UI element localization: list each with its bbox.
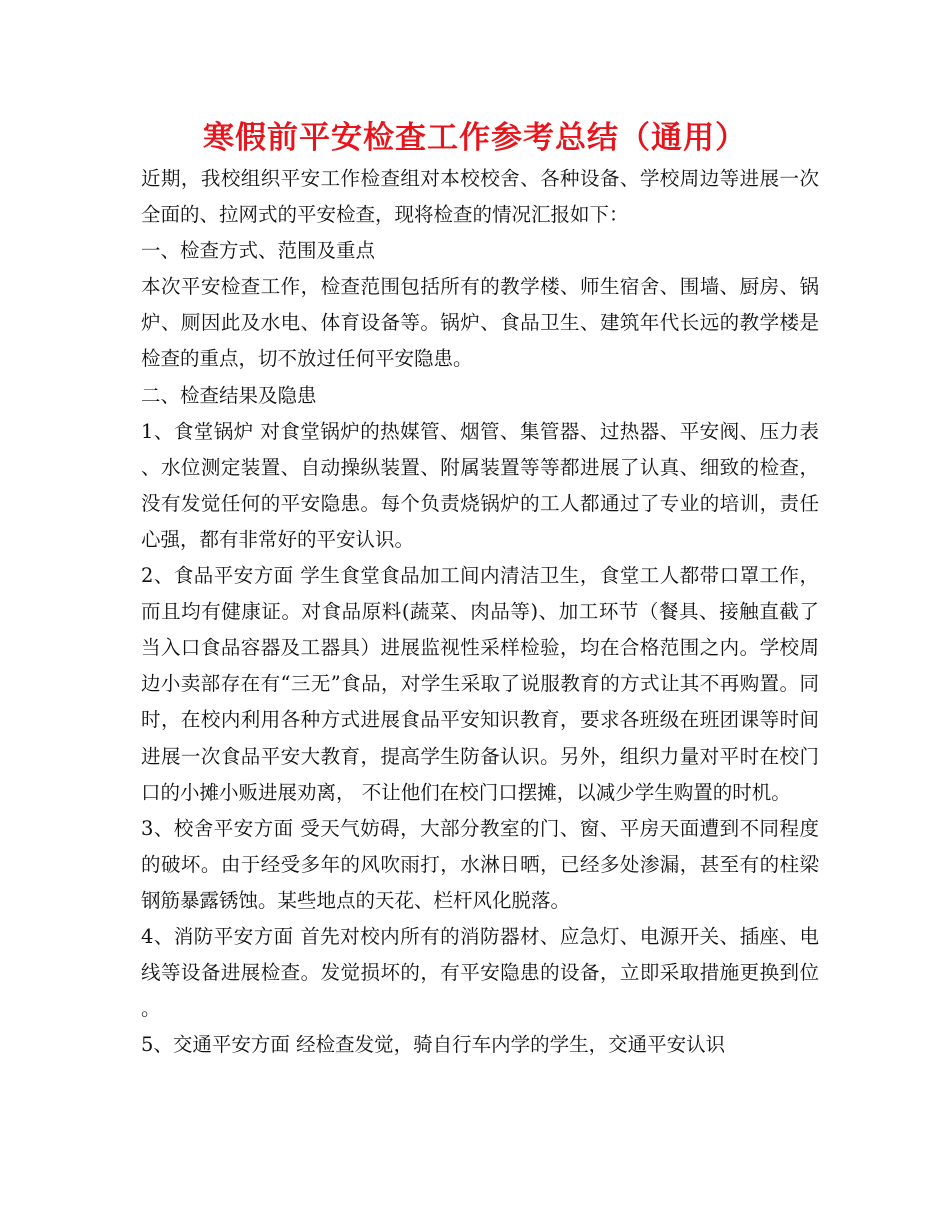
paragraph-boiler: 1、食堂锅炉 对食堂锅炉的热媒管、烟管、集管器、过热器、平安阀、压力表、水位测定装置、自动操纵装置、附属装置等等都进展了认真、细致的检查，没有发觉任何的平安隐患。每个负责烧锅炉的工人都通过了专业的培训，责任心强，都有非常好的平安认识。 (141, 419, 819, 551)
paragraph-food-safety: 2、食品平安方面 学生食堂食品加工间内清洁卫生，食堂工人都带口罩工作，而且均有健康证。对食品原料(蔬菜、肉品等)、加工环节（餐具、接触直截了当入口食品容器及工器具）进展监视性采样检验，均在合格范围之内。学校周边小卖部存在有“三无”食品，对学生采取了说服教育的方式让其不再购置。同时，在校内利用各种方式进展食品平安知识教育，要求各班级在班团课等时间进展一次食品平安大教育，提高学生防备认识。另外，组织力量对平时在校门口的小摊小贩进展劝离， 不让他们在校门口摆摊，以减少学生购置的时机。 (141, 564, 819, 804)
paragraph-fire-safety: 4、消防平安方面 首先对校内所有的消防器材、应急灯、电源开关、插座、电线等设备进展检查。发觉损坏的，有平安隐患的设备，立即采取措施更换到位。 (141, 924, 819, 1021)
paragraph-intro: 近期，我校组织平安工作检查组对本校校舍、各种设备、学校周边等进展一次全面的、拉网式的平安检查，现将检查的情况汇报如下： (141, 167, 819, 227)
heading-results-hazards: 二、检查结果及隐患 (141, 383, 317, 407)
paragraph-traffic-safety: 5、交通平安方面 经检查发觉，骑自行车内学的学生，交通平安认识 (141, 1033, 726, 1057)
paragraph-building-safety: 3、校舍平安方面 受天气妨碍，大部分教室的门、窗、平房天面遭到不同程度的破坏。由于经受多年的风吹雨打，水淋日晒，已经多处渗漏，甚至有的柱梁钢筋暴露锈蚀。某些地点的天花、栏杆风化脱落。 (141, 816, 819, 912)
document-body (141, 161, 819, 1063)
document-title: 寒假前平安检查工作参考总结（通用） (203, 120, 747, 156)
paragraph-inspection-scope: 本次平安检查工作，检查范围包括所有的教学楼、师生宿舍、围墙、厨房、锅炉、厕因此及水电、体育设备等。锅炉、食品卫生、建筑年代长远的教学楼是检查的重点，切不放过任何平安隐患。 (141, 275, 819, 371)
heading-inspection-scope: 一、检查方式、范围及重点 (141, 239, 376, 263)
